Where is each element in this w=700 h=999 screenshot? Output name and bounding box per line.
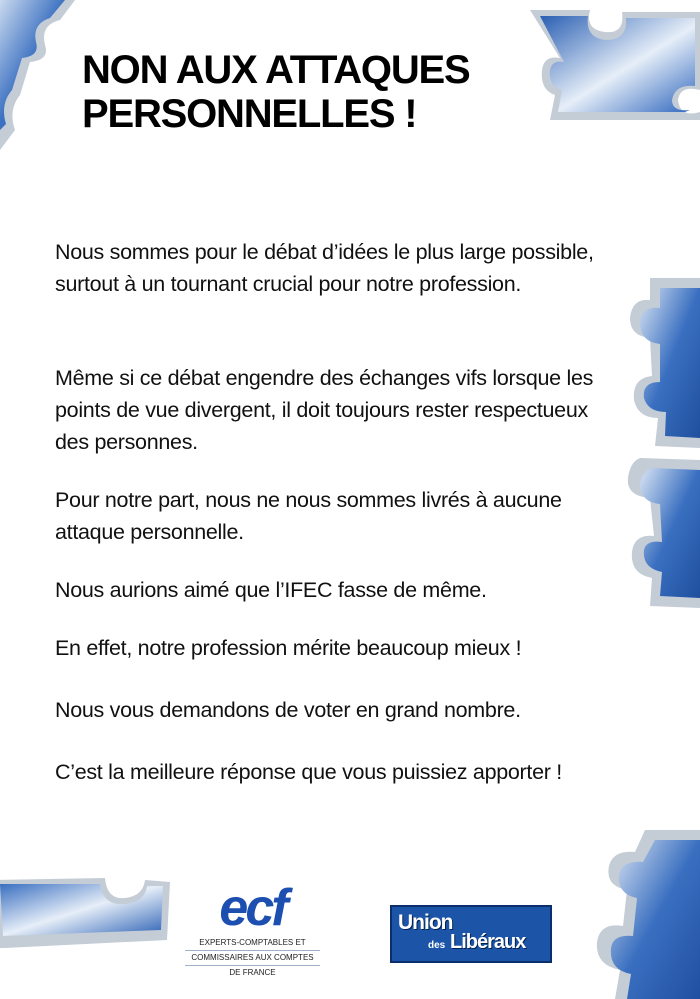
udl-logo-union: Union: [398, 911, 453, 934]
title-line-2: PERSONNELLES !: [82, 92, 417, 136]
puzzle-piece-top-left: [0, 0, 80, 150]
ecf-logo-line-3: DE FRANCE: [185, 965, 320, 980]
paragraph-5: En effet, notre profession mérite beaucoup mieux !: [55, 636, 522, 660]
ecf-logo-line-1: EXPERTS-COMPTABLES ET: [199, 938, 306, 947]
paragraph-1: Nous sommes pour le débat d’idées le plus large possible, surtout à un tournant crucial pour notre profession.: [55, 240, 594, 296]
paragraph-3: Pour notre part, nous ne nous sommes livrés à aucune attaque personnelle.: [55, 488, 562, 544]
ecf-logo-mark: ecf: [219, 879, 286, 937]
ecf-logo-line-2: COMMISSAIRES AUX COMPTES: [185, 950, 320, 965]
puzzle-piece-right-middle: [610, 278, 700, 608]
paragraph-2: Même si ce débat engendre des échanges vifs lorsque les points de vue divergent, il doit toujours rester respectueux des personnes.: [55, 366, 594, 454]
page-title: [82, 48, 562, 136]
paragraph-7: C’est la meilleure réponse que vous puissiez apporter !: [55, 760, 562, 784]
title-line-1: NON AUX ATTAQUES: [82, 48, 470, 92]
paragraph-6: Nous vous demandons de voter en grand nombre.: [55, 698, 521, 722]
udl-logo-des: des: [428, 940, 446, 951]
paragraph-4: Nous aurions aimé que l’IFEC fasse de même.: [55, 578, 487, 602]
union-des-liberaux-logo: [390, 905, 552, 963]
udl-logo-liberaux: Libéraux: [450, 931, 526, 953]
puzzle-piece-bottom-right: [585, 830, 700, 999]
ecf-logo: [185, 880, 320, 980]
puzzle-piece-bottom-left: [0, 870, 175, 960]
